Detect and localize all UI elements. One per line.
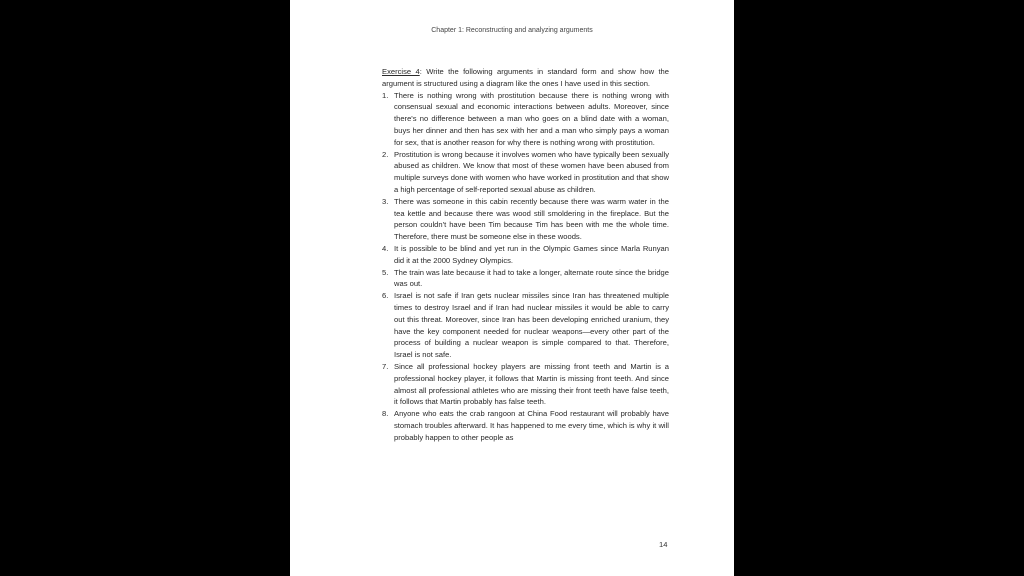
exercise-intro	[382, 66, 669, 90]
exercise-item-8	[382, 408, 669, 443]
item-number: 2.	[382, 149, 389, 159]
exercise-list	[382, 90, 669, 444]
exercise-item-1	[382, 90, 669, 149]
item-number: 3.	[382, 196, 389, 206]
item-text: Prostitution is wrong because it involves women who have typically been sexually abused as children. We know that most of these women have been abused from multiple surveys done with women who have worked in prostitution and that show a high percentage of self-reported sexual abuse as children.	[394, 149, 669, 194]
running-header: Chapter 1: Reconstructing and analyzing arguments	[431, 27, 593, 34]
item-text: Since all professional hockey players are missing front teeth and Martin is a professional hockey player, it follows that Martin is missing front teeth. And since almost all professional athletes who are missing their front teeth have false teeth, it follows that Martin probably has false teeth.	[394, 361, 669, 407]
item-number: 6.	[382, 291, 389, 301]
page-body	[382, 66, 669, 444]
exercise-intro-text: : Write the following arguments in standard form and show how the argument is structured using a diagram like the ones I have used in this section.	[382, 67, 669, 88]
item-number: 4.	[382, 243, 389, 253]
item-text: It is possible to be blind and yet run in the Olympic Games since Marla Runyan did it at the 2000 Sydney Olympics.	[394, 243, 669, 265]
exercise-item-7	[382, 361, 669, 408]
exercise-item-2	[382, 149, 669, 196]
item-text: Israel is not safe if Iran gets nuclear missiles since Iran has threatened multiple times to destroy Israel and if Iran had nuclear missiles it would be able to carry out this threat. Moreover, since Iran has been developing enriched uranium, they have the key component needed for nuclear weapons—every other part of the process of building a nuclear weapon is simple compared to that. Therefore, Israel is not safe.	[394, 291, 669, 360]
item-text: Anyone who eats the crab rangoon at China Food restaurant will probably have stomach troubles afterward. It has happened to me every time, which is why it will probably happen to other people as	[394, 409, 669, 442]
item-number: 7.	[382, 361, 389, 371]
exercise-item-4	[382, 243, 669, 267]
item-number: 1.	[382, 90, 389, 100]
item-text: There is nothing wrong with prostitution because there is nothing wrong with consensual sexual and economic interactions between adults. Moreover, since there's no difference between a man who goes on a blind date with a woman, buys her dinner and then has sex with her and a man who simply pays a woman for sex, that is another reason for why there is nothing wrong with prostitution.	[394, 90, 669, 147]
exercise-item-6	[382, 290, 669, 361]
exercise-item-3	[382, 196, 669, 243]
page-number: 14	[659, 540, 668, 549]
item-number: 5.	[382, 267, 389, 277]
exercise-item-5	[382, 267, 669, 291]
item-number: 8.	[382, 409, 389, 419]
document-page	[290, 0, 734, 576]
item-text: There was someone in this cabin recently because there was warm water in the tea kettle and because there was wood still smoldering in the fireplace. But the person couldn't have been Tim because Tim has been with me the whole time. Therefore, there must be someone else in these woods.	[394, 196, 669, 242]
exercise-label: Exercise 4	[382, 67, 420, 76]
item-text: The train was late because it had to take a longer, alternate route since the bridge was out.	[394, 267, 669, 289]
